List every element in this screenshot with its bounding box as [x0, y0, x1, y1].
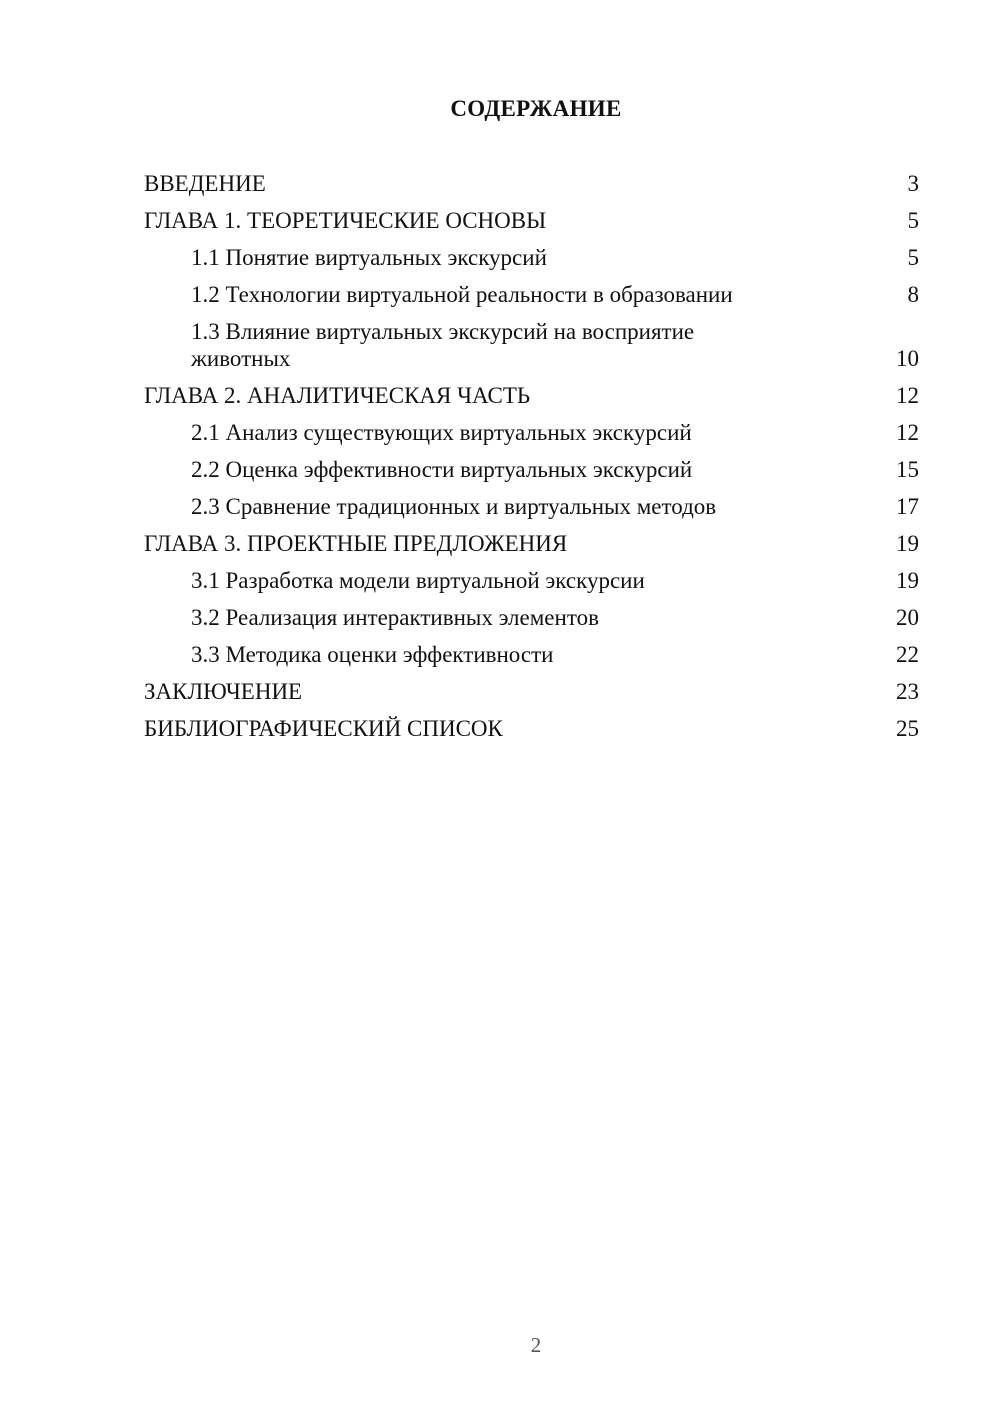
toc-entry-label: ВВЕДЕНИЕ [144, 171, 266, 196]
toc-entry-chapter-2[interactable] [144, 382, 919, 409]
toc-entry-label: ГЛАВА 2. АНАЛИТИЧЕСКАЯ ЧАСТЬ [144, 383, 531, 408]
toc-entry-page: 8 [907, 282, 919, 307]
toc-entry-label: 3.2 Реализация интерактивных элементов [191, 605, 599, 630]
toc-entry-section-1-3[interactable] [144, 318, 919, 372]
toc-entry-introduction[interactable] [144, 170, 919, 197]
toc-entry-label: 1.1 Понятие виртуальных экскурсий [191, 245, 547, 270]
toc-entry-label: ГЛАВА 1. ТЕОРЕТИЧЕСКИЕ ОСНОВЫ [144, 208, 547, 233]
page-title: СОДЕРЖАНИЕ [450, 96, 622, 121]
toc-entry-label: 3.3 Методика оценки эффективности [191, 642, 554, 667]
toc-entry-label: ГЛАВА 3. ПРОЕКТНЫЕ ПРЕДЛОЖЕНИЯ [144, 531, 568, 556]
toc-entry-section-2-3[interactable] [144, 493, 919, 520]
toc-entry-page: 22 [896, 642, 919, 667]
toc-entry-page: 19 [896, 531, 919, 556]
toc-entry-page: 5 [907, 245, 919, 270]
toc-entry-page: 12 [896, 420, 919, 445]
toc-entry-page: 10 [896, 346, 919, 371]
page-number: 2 [530, 1333, 542, 1357]
toc-entry-page: 15 [896, 457, 919, 482]
toc-entry-page: 19 [896, 568, 919, 593]
toc-entry-section-1-2[interactable] [144, 281, 919, 308]
toc-entry-label: 2.2 Оценка эффективности виртуальных экскурсий [191, 457, 693, 482]
toc-entry-page: 3 [907, 171, 919, 196]
toc-entry-page: 20 [896, 605, 919, 630]
table-of-contents [144, 170, 919, 752]
toc-entry-section-2-2[interactable] [144, 456, 919, 483]
toc-entry-page: 5 [907, 208, 919, 233]
toc-entry-section-3-3[interactable] [144, 641, 919, 668]
toc-entry-bibliography[interactable] [144, 715, 919, 742]
toc-entry-page: 23 [896, 679, 919, 704]
toc-entry-label: 1.3 Влияние виртуальных экскурсий на восприятие животных [191, 319, 695, 371]
toc-entry-page: 17 [896, 494, 919, 519]
toc-entry-label: 3.1 Разработка модели виртуальной экскурсии [191, 568, 645, 593]
toc-entry-conclusion[interactable] [144, 678, 919, 705]
toc-entry-chapter-1[interactable] [144, 207, 919, 234]
toc-entry-label: 2.3 Сравнение традиционных и виртуальных методов [191, 494, 717, 519]
toc-entry-section-2-1[interactable] [144, 419, 919, 446]
toc-entry-chapter-3[interactable] [144, 530, 919, 557]
toc-entry-section-3-2[interactable] [144, 604, 919, 631]
toc-entry-label: БИБЛИОГРАФИЧЕСКИЙ СПИСОК [144, 716, 503, 741]
toc-entry-label: ЗАКЛЮЧЕНИЕ [144, 679, 303, 704]
toc-entry-label: 1.2 Технологии виртуальной реальности в образовании [191, 282, 733, 307]
toc-entry-page: 12 [896, 383, 919, 408]
toc-entry-label: 2.1 Анализ существующих виртуальных экскурсий [191, 420, 692, 445]
toc-entry-page: 25 [896, 716, 919, 741]
toc-entry-section-3-1[interactable] [144, 567, 919, 594]
toc-entry-section-1-1[interactable] [144, 244, 919, 271]
